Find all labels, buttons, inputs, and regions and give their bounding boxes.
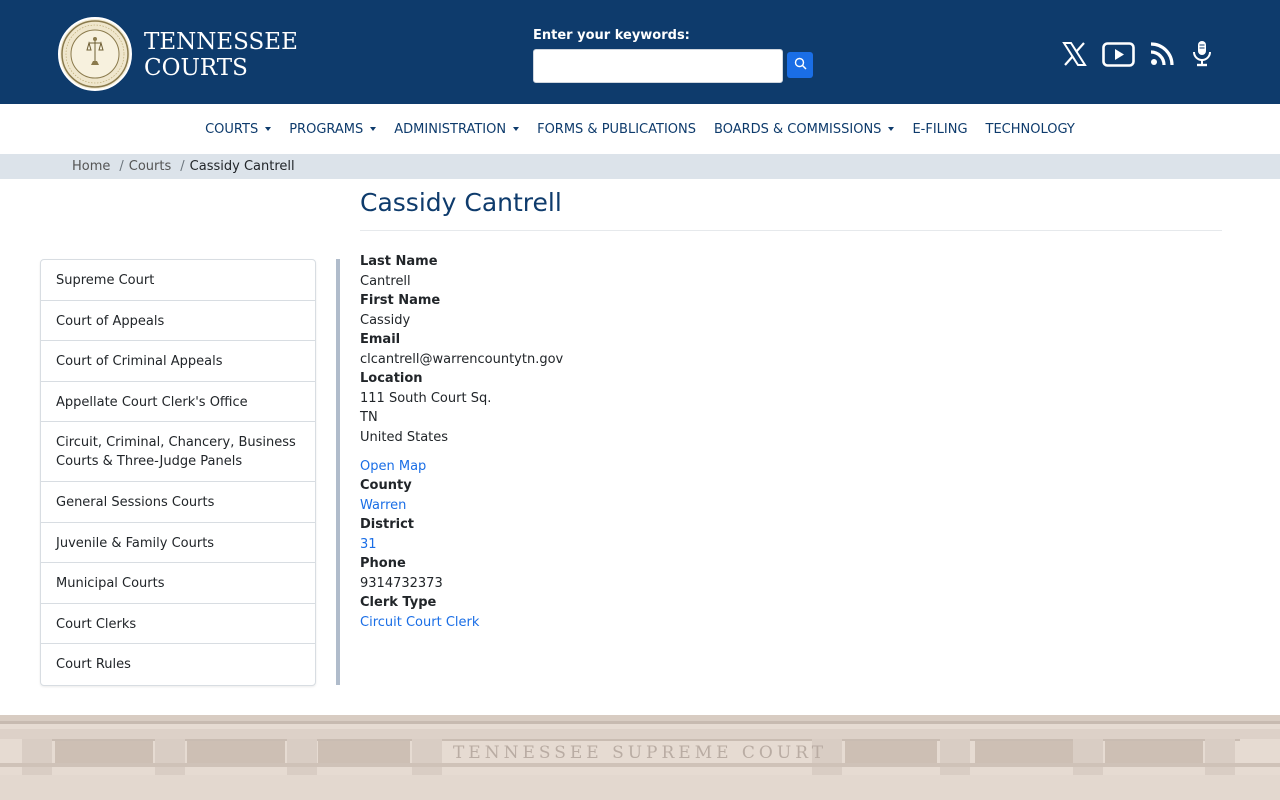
- nav-item-label: BOARDS & COMMISSIONS: [714, 121, 882, 137]
- site-brand-name[interactable]: [144, 29, 298, 81]
- breadcrumb-current: Cassidy Cantrell: [189, 159, 295, 174]
- sidebar-item-court-clerks[interactable]: Court Clerks: [41, 604, 315, 645]
- last-name-label: Last Name: [360, 254, 438, 269]
- email-value: clcantrell@warrencountytn.gov: [360, 351, 564, 367]
- caret-down-icon: [888, 127, 894, 131]
- caret-down-icon: [370, 127, 376, 131]
- nav-item-forms-publications[interactable]: [528, 122, 705, 137]
- nav-item-label: PROGRAMS: [289, 121, 364, 137]
- clerk-type-label: Clerk Type: [360, 595, 437, 610]
- county-label: County: [360, 478, 412, 493]
- location-label: Location: [360, 371, 423, 386]
- nav-item-programs[interactable]: [280, 122, 385, 137]
- nav-item-e-filing[interactable]: [903, 122, 976, 137]
- spacer: [360, 447, 563, 457]
- supreme-court-building-banner: [0, 715, 1280, 800]
- breadcrumb-home-link[interactable]: Home: [72, 159, 111, 174]
- phone-value: 9314732373: [360, 575, 443, 591]
- search-label: Enter your keywords:: [533, 28, 690, 43]
- breadcrumb-courts-link[interactable]: Courts: [128, 159, 172, 174]
- address-country: United States: [360, 429, 449, 445]
- address-line-1: 111 South Court Sq.: [360, 390, 492, 406]
- nav-item-label: COURTS: [205, 121, 259, 137]
- county-link[interactable]: Warren: [360, 497, 407, 513]
- youtube-icon[interactable]: [1102, 42, 1135, 67]
- brand-line-1: TENNESSEE: [144, 29, 298, 55]
- first-name-label: First Name: [360, 293, 441, 308]
- caret-down-icon: [265, 127, 271, 131]
- main-navigation: [0, 104, 1280, 154]
- nav-item-technology[interactable]: [977, 122, 1084, 137]
- sidebar-item-supreme-court[interactable]: Supreme Court: [41, 260, 315, 301]
- search-button[interactable]: [787, 52, 813, 78]
- nav-item-courts[interactable]: [196, 122, 280, 137]
- sidebar-item-court-of-appeals[interactable]: Court of Appeals: [41, 301, 315, 342]
- open-map-link[interactable]: Open Map: [360, 458, 427, 474]
- sidebar-item-appellate-clerks-office[interactable]: Appellate Court Clerk's Office: [41, 382, 315, 423]
- rss-icon[interactable]: [1150, 42, 1174, 66]
- address-state: TN: [360, 410, 378, 425]
- sidebar-item-court-rules[interactable]: Court Rules: [56, 657, 131, 672]
- breadcrumb-separator: /: [180, 159, 185, 174]
- email-label: Email: [360, 332, 401, 347]
- nav-item-boards-commissions[interactable]: [705, 122, 903, 137]
- title-divider: [360, 230, 1222, 231]
- sidebar-item-court-of-criminal-appeals[interactable]: Court of Criminal Appeals: [41, 341, 315, 382]
- page-title: Cassidy Cantrell: [360, 188, 562, 217]
- sidebar-item-general-sessions-courts[interactable]: General Sessions Courts: [41, 482, 315, 523]
- last-name-value: Cantrell: [360, 273, 411, 289]
- content-divider-bar: [336, 259, 340, 685]
- clerk-details: [360, 252, 563, 632]
- search-input[interactable]: [533, 49, 783, 83]
- search-icon: [794, 57, 807, 73]
- sidebar-item-municipal-courts[interactable]: Municipal Courts: [41, 563, 315, 604]
- first-name-value: Cassidy: [360, 312, 411, 328]
- breadcrumb-separator: /: [119, 159, 124, 174]
- nav-item-label: TECHNOLOGY: [985, 121, 1075, 137]
- district-link[interactable]: 31: [360, 536, 377, 552]
- nav-item-label: FORMS & PUBLICATIONS: [537, 121, 697, 137]
- banner-inscription: TENNESSEE SUPREME COURT: [452, 743, 828, 763]
- x-twitter-icon[interactable]: [1062, 42, 1087, 66]
- courts-sidebar-menu: [40, 259, 316, 686]
- sidebar-item-juvenile-family-courts[interactable]: Juvenile & Family Courts: [41, 523, 315, 564]
- nav-item-label: E-FILING: [912, 121, 968, 137]
- brand-line-2: COURTS: [144, 55, 248, 81]
- clerk-type-link[interactable]: Circuit Court Clerk: [360, 614, 480, 630]
- tennessee-judiciary-seal-logo[interactable]: [58, 17, 132, 91]
- nav-item-label: ADMINISTRATION: [394, 121, 507, 137]
- breadcrumb: [0, 154, 1280, 179]
- site-header: [0, 0, 1280, 104]
- podcast-mic-icon[interactable]: [1192, 40, 1212, 68]
- nav-item-administration[interactable]: [385, 122, 528, 137]
- phone-label: Phone: [360, 556, 406, 571]
- caret-down-icon: [513, 127, 519, 131]
- district-label: District: [360, 517, 414, 532]
- sidebar-item-trial-courts[interactable]: Circuit, Criminal, Chancery, Business Courts & Three-Judge Panels: [41, 422, 315, 482]
